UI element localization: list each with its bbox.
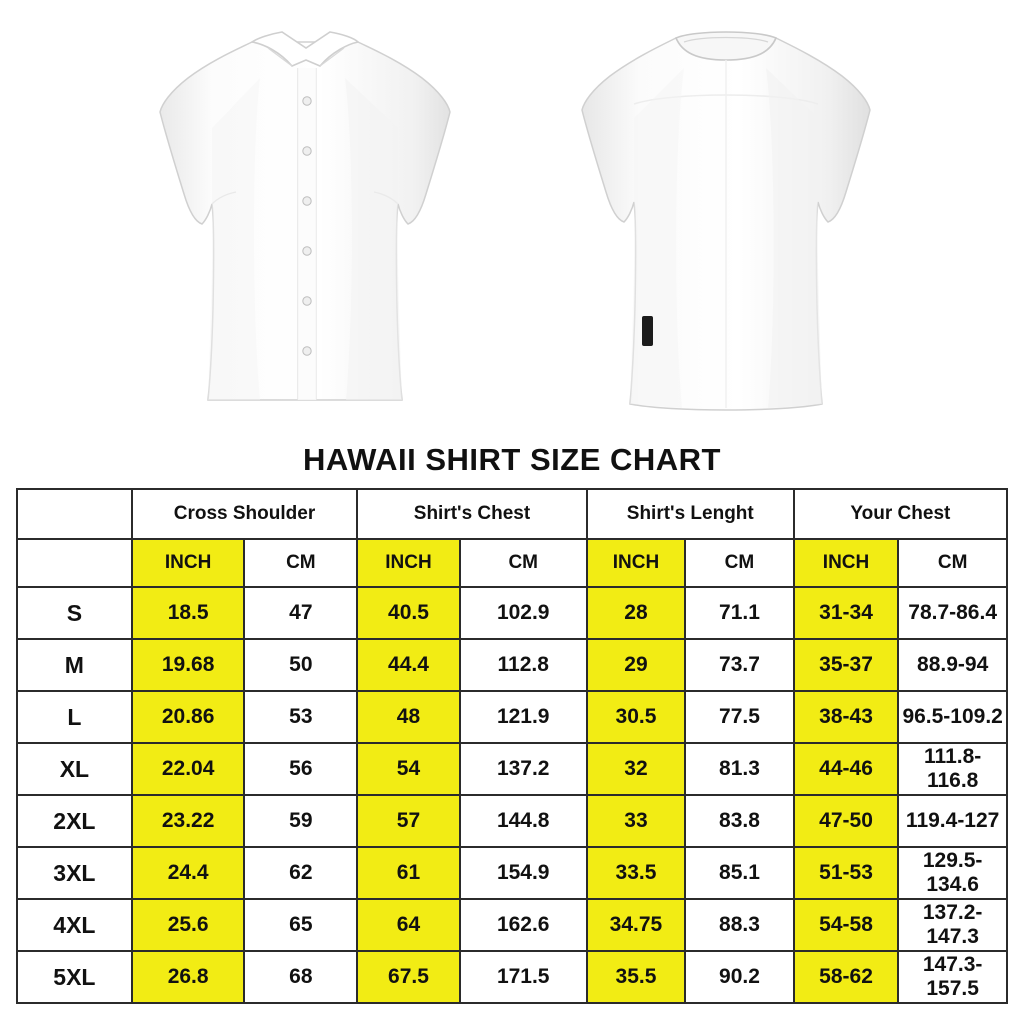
- cell-your-chest-inch: 51-53: [794, 847, 899, 899]
- row-size-label: L: [17, 691, 132, 743]
- group-header-shirts-length: Shirt's Lenght: [587, 489, 794, 539]
- cell-your-chest-inch: 35-37: [794, 639, 899, 691]
- cell-chest-cm: 154.9: [460, 847, 587, 899]
- cell-cross-shoulder-cm: 50: [244, 639, 357, 691]
- size-chart-table: [16, 488, 1008, 1004]
- cell-chest-cm: 137.2: [460, 743, 587, 795]
- shirt-back-image: [560, 8, 890, 428]
- unit-header-row: [17, 539, 1007, 587]
- row-size-label: 4XL: [17, 899, 132, 951]
- cell-cross-shoulder-inch: 25.6: [132, 899, 245, 951]
- cell-chest-inch: 57: [357, 795, 459, 847]
- cell-cross-shoulder-cm: 56: [244, 743, 357, 795]
- cell-your-chest-cm: 111.8-116.8: [898, 743, 1007, 795]
- cell-chest-inch: 67.5: [357, 951, 459, 1003]
- table-row: [17, 847, 1007, 899]
- cell-length-inch: 28: [587, 587, 685, 639]
- unit-length-inch: INCH: [587, 539, 685, 587]
- group-header-your-chest: Your Chest: [794, 489, 1007, 539]
- cell-chest-inch: 44.4: [357, 639, 459, 691]
- cell-length-inch: 34.75: [587, 899, 685, 951]
- cell-cross-shoulder-cm: 59: [244, 795, 357, 847]
- table-row: [17, 691, 1007, 743]
- row-size-label: M: [17, 639, 132, 691]
- cell-length-cm: 77.5: [685, 691, 794, 743]
- cell-chest-inch: 40.5: [357, 587, 459, 639]
- cell-your-chest-inch: 47-50: [794, 795, 899, 847]
- row-size-label: 5XL: [17, 951, 132, 1003]
- cell-length-inch: 35.5: [587, 951, 685, 1003]
- cell-length-cm: 81.3: [685, 743, 794, 795]
- cell-your-chest-cm: 78.7-86.4: [898, 587, 1007, 639]
- cell-chest-cm: 121.9: [460, 691, 587, 743]
- cell-cross-shoulder-cm: 47: [244, 587, 357, 639]
- table-row: [17, 743, 1007, 795]
- group-header-row: [17, 489, 1007, 539]
- row-size-label: 2XL: [17, 795, 132, 847]
- cell-cross-shoulder-inch: 19.68: [132, 639, 245, 691]
- cell-cross-shoulder-cm: 62: [244, 847, 357, 899]
- unit-length-cm: CM: [685, 539, 794, 587]
- row-size-label: S: [17, 587, 132, 639]
- unit-your-chest-cm: CM: [898, 539, 1007, 587]
- cell-cross-shoulder-cm: 68: [244, 951, 357, 1003]
- cell-length-cm: 71.1: [685, 587, 794, 639]
- cell-chest-inch: 61: [357, 847, 459, 899]
- cell-length-cm: 88.3: [685, 899, 794, 951]
- cell-length-cm: 90.2: [685, 951, 794, 1003]
- cell-your-chest-inch: 31-34: [794, 587, 899, 639]
- cell-cross-shoulder-inch: 26.8: [132, 951, 245, 1003]
- unit-chest-inch: INCH: [357, 539, 459, 587]
- cell-chest-cm: 162.6: [460, 899, 587, 951]
- unit-your-chest-inch: INCH: [794, 539, 899, 587]
- shirt-front-image: [140, 8, 470, 428]
- cell-chest-cm: 112.8: [460, 639, 587, 691]
- cell-length-cm: 83.8: [685, 795, 794, 847]
- cell-cross-shoulder-inch: 23.22: [132, 795, 245, 847]
- size-column-header: [17, 539, 132, 587]
- table-row: [17, 899, 1007, 951]
- size-table-container: [0, 488, 1024, 1004]
- cell-chest-inch: 64: [357, 899, 459, 951]
- cell-length-inch: 30.5: [587, 691, 685, 743]
- cell-your-chest-inch: 58-62: [794, 951, 899, 1003]
- unit-chest-cm: CM: [460, 539, 587, 587]
- unit-cross-shoulder-cm: CM: [244, 539, 357, 587]
- cell-chest-inch: 48: [357, 691, 459, 743]
- row-size-label: 3XL: [17, 847, 132, 899]
- table-row: [17, 795, 1007, 847]
- table-row: [17, 951, 1007, 1003]
- cell-length-inch: 33.5: [587, 847, 685, 899]
- cell-length-inch: 32: [587, 743, 685, 795]
- page-title: HAWAII SHIRT SIZE CHART: [303, 442, 721, 477]
- cell-cross-shoulder-inch: 24.4: [132, 847, 245, 899]
- cell-cross-shoulder-cm: 65: [244, 899, 357, 951]
- cell-length-inch: 33: [587, 795, 685, 847]
- cell-cross-shoulder-inch: 20.86: [132, 691, 245, 743]
- cell-your-chest-cm: 147.3-157.5: [898, 951, 1007, 1003]
- cell-length-inch: 29: [587, 639, 685, 691]
- cell-cross-shoulder-cm: 53: [244, 691, 357, 743]
- cell-your-chest-cm: 137.2-147.3: [898, 899, 1007, 951]
- cell-cross-shoulder-inch: 22.04: [132, 743, 245, 795]
- cell-your-chest-cm: 88.9-94: [898, 639, 1007, 691]
- cell-your-chest-inch: 44-46: [794, 743, 899, 795]
- cell-chest-cm: 171.5: [460, 951, 587, 1003]
- table-corner-cell: [17, 489, 132, 539]
- group-header-cross-shoulder: Cross Shoulder: [132, 489, 357, 539]
- cell-length-cm: 85.1: [685, 847, 794, 899]
- cell-your-chest-cm: 129.5-134.6: [898, 847, 1007, 899]
- group-header-shirts-chest: Shirt's Chest: [357, 489, 587, 539]
- cell-length-cm: 73.7: [685, 639, 794, 691]
- table-row: [17, 587, 1007, 639]
- shirt-illustrations: [0, 0, 1024, 440]
- table-row: [17, 639, 1007, 691]
- cell-chest-cm: 144.8: [460, 795, 587, 847]
- cell-your-chest-inch: 54-58: [794, 899, 899, 951]
- cell-chest-inch: 54: [357, 743, 459, 795]
- cell-your-chest-cm: 119.4-127: [898, 795, 1007, 847]
- cell-your-chest-cm: 96.5-109.2: [898, 691, 1007, 743]
- unit-cross-shoulder-inch: INCH: [132, 539, 245, 587]
- cell-your-chest-inch: 38-43: [794, 691, 899, 743]
- cell-chest-cm: 102.9: [460, 587, 587, 639]
- brand-tag-icon: [642, 316, 653, 346]
- cell-cross-shoulder-inch: 18.5: [132, 587, 245, 639]
- row-size-label: XL: [17, 743, 132, 795]
